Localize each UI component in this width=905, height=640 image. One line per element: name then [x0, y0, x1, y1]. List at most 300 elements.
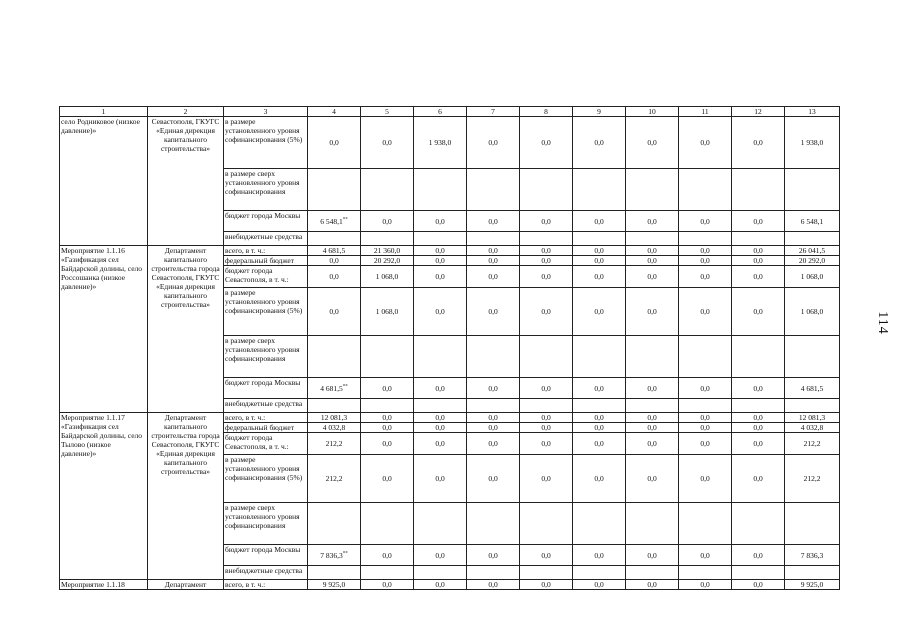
value-cell: [308, 256, 361, 266]
value-cell: [626, 423, 679, 433]
value-cell: [626, 433, 679, 455]
value-cell: [626, 545, 679, 566]
measure-name-cell: Мероприятие 1.1.16 «Газификация сел Байдарской долины, село Россошанка (низкое давление)»: [60, 246, 148, 413]
value-cell: [361, 336, 414, 378]
value-cell: [679, 246, 732, 256]
value-cell: [361, 566, 414, 580]
value-cell: [361, 433, 414, 455]
value-text: 0,0: [488, 423, 498, 432]
value-cell: [785, 455, 840, 503]
value-text: 0,0: [488, 439, 498, 448]
value-cell: [361, 246, 414, 256]
value-cell: [626, 256, 679, 266]
value-text: 0,0: [594, 383, 604, 393]
value-cell: [626, 580, 679, 590]
value-text: 4 032,8: [800, 423, 824, 432]
value-cell: [361, 232, 414, 246]
footnote-mark: **: [342, 384, 348, 389]
value-text: 0,0: [488, 474, 498, 483]
measure-name-cell: Мероприятие 1.1.17 «Газификация сел Байдарской долины, село Тылово (низкое давление)»: [60, 413, 148, 580]
value-cell: [414, 336, 467, 378]
value-cell: [414, 211, 467, 232]
value-text: 4 681,5: [800, 383, 824, 393]
value-cell: [679, 232, 732, 246]
value-text: 1 068,0: [800, 307, 824, 316]
value-cell: [308, 455, 361, 503]
value-cell: [732, 399, 785, 413]
value-text: 0,0: [488, 383, 498, 393]
value-cell: [414, 566, 467, 580]
value-text: 0,0: [753, 272, 763, 281]
value-cell: [785, 378, 840, 399]
value-text: 0,0: [435, 256, 445, 265]
value-text: 0,0: [435, 272, 445, 281]
value-text: 0,0: [700, 423, 710, 432]
source-label-cell: федеральный бюджет: [224, 423, 308, 433]
value-text: 6 548,1: [800, 216, 824, 226]
value-cell: [626, 169, 679, 211]
header-row: [60, 107, 840, 117]
value-cell: [626, 246, 679, 256]
value-text: 6 548,1: [320, 216, 343, 226]
value-cell: [679, 580, 732, 590]
value-cell: [732, 580, 785, 590]
value-cell: [414, 545, 467, 566]
value-cell: [467, 413, 520, 423]
header-cell: 11: [679, 107, 732, 117]
value-cell: [626, 288, 679, 336]
value-cell: [732, 455, 785, 503]
value-cell: [361, 169, 414, 211]
value-cell: [785, 423, 840, 433]
table-row: [60, 413, 840, 423]
value-cell: [732, 545, 785, 566]
value-text: 0,0: [753, 256, 763, 265]
value-cell: [785, 336, 840, 378]
value-text: 0,0: [700, 550, 710, 560]
value-cell: [785, 433, 840, 455]
source-label-cell: в размере установленного уровня софинансирования (5%): [224, 288, 308, 336]
value-text: 0,0: [647, 256, 657, 265]
source-label-cell: внебюджетные средства: [224, 399, 308, 413]
value-cell: [308, 211, 361, 232]
value-text: 0,0: [329, 256, 339, 265]
value-cell: [785, 545, 840, 566]
value-cell: [573, 566, 626, 580]
value-cell: [626, 211, 679, 232]
value-cell: [520, 117, 573, 169]
value-cell: [414, 232, 467, 246]
executor-cell: Департамент капитального строительства города Севастополя, ГКУГС «Единая дирекция капитального строительства»: [148, 246, 224, 413]
value-cell: [732, 433, 785, 455]
source-label-cell: всего, в т. ч.:: [224, 413, 308, 423]
value-text: 0,0: [488, 216, 498, 226]
value-text: 0,0: [647, 246, 657, 255]
value-text: 0,0: [435, 413, 445, 422]
value-cell: [626, 378, 679, 399]
value-cell: [785, 566, 840, 580]
value-cell: [520, 246, 573, 256]
value-text: 0,0: [594, 307, 604, 316]
value-text: 12 081,3: [320, 413, 348, 422]
value-text: 0,0: [753, 138, 763, 147]
value-cell: [573, 256, 626, 266]
value-cell: [732, 423, 785, 433]
value-cell: [308, 169, 361, 211]
value-text: 12 081,3: [798, 413, 826, 422]
value-cell: [467, 288, 520, 336]
value-cell: [414, 503, 467, 545]
value-text: 4 681,5: [320, 383, 343, 393]
value-cell: [308, 399, 361, 413]
value-cell: [308, 266, 361, 288]
value-text: 0,0: [541, 439, 551, 448]
value-text: 0,0: [594, 474, 604, 483]
value-cell: [679, 455, 732, 503]
value-cell: [520, 266, 573, 288]
value-cell: [679, 399, 732, 413]
value-text: 0,0: [488, 272, 498, 281]
value-cell: [308, 117, 361, 169]
value-text: 0,0: [753, 474, 763, 483]
value-cell: [414, 288, 467, 336]
value-cell: [361, 580, 414, 590]
value-cell: [785, 117, 840, 169]
value-text: 1 938,0: [428, 138, 452, 147]
value-text: 0,0: [753, 246, 763, 255]
value-text: 0,0: [700, 307, 710, 316]
value-cell: [414, 117, 467, 169]
value-text: 0,0: [594, 439, 604, 448]
value-cell: [732, 503, 785, 545]
header-cell: 8: [520, 107, 573, 117]
source-label-cell: бюджет города Москвы: [224, 211, 308, 232]
value-text: 1 068,0: [800, 272, 824, 281]
source-label-cell: в размере сверх установленного уровня софинансирования: [224, 503, 308, 545]
source-label-cell: в размере сверх установленного уровня софинансирования: [224, 169, 308, 211]
value-cell: [520, 545, 573, 566]
value-cell: [785, 246, 840, 256]
value-text: 0,0: [435, 216, 445, 226]
value-cell: [679, 378, 732, 399]
value-cell: [308, 232, 361, 246]
value-text: 0,0: [700, 256, 710, 265]
value-text: 0,0: [488, 580, 498, 589]
value-cell: [361, 413, 414, 423]
value-cell: [732, 246, 785, 256]
value-cell: [626, 399, 679, 413]
value-cell: [679, 503, 732, 545]
value-cell: [308, 566, 361, 580]
value-cell: [467, 266, 520, 288]
value-cell: [679, 566, 732, 580]
value-text: 9 925,0: [800, 580, 824, 589]
value-cell: [414, 455, 467, 503]
source-label-cell: в размере установленного уровня софинансирования (5%): [224, 117, 308, 169]
value-cell: [679, 288, 732, 336]
value-cell: [308, 580, 361, 590]
source-label-cell: всего, в т. ч.:: [224, 580, 308, 590]
value-text: 0,0: [488, 256, 498, 265]
value-cell: [573, 423, 626, 433]
value-cell: [785, 211, 840, 232]
value-text: 0,0: [594, 138, 604, 147]
value-text: 0,0: [382, 413, 392, 422]
value-cell: [520, 455, 573, 503]
value-cell: [308, 288, 361, 336]
value-text: 0,0: [753, 413, 763, 422]
value-cell: [520, 503, 573, 545]
value-text: 0,0: [647, 550, 657, 560]
value-cell: [573, 211, 626, 232]
value-text: 0,0: [382, 439, 392, 448]
value-text: 21 360,0: [373, 246, 401, 255]
value-text: 0,0: [753, 550, 763, 560]
value-text: 0,0: [382, 550, 392, 560]
value-cell: [679, 117, 732, 169]
value-cell: [308, 503, 361, 545]
value-text: 0,0: [382, 216, 392, 226]
header-cell: 7: [467, 107, 520, 117]
value-cell: [626, 336, 679, 378]
header-cell: 4: [308, 107, 361, 117]
value-text: 0,0: [700, 413, 710, 422]
table-row: [60, 117, 840, 169]
value-cell: [467, 580, 520, 590]
value-text: 0,0: [594, 256, 604, 265]
value-text: 0,0: [435, 246, 445, 255]
value-text: 0,0: [594, 413, 604, 422]
value-text: 0,0: [329, 272, 339, 281]
value-cell: [573, 232, 626, 246]
value-cell: [626, 455, 679, 503]
value-text: 0,0: [753, 216, 763, 226]
value-cell: [308, 378, 361, 399]
measure-name-cell: село Родниковое (низкое давление)»: [60, 117, 148, 246]
value-text: 20 292,0: [798, 256, 826, 265]
value-cell: [414, 266, 467, 288]
value-cell: [679, 545, 732, 566]
value-text: 0,0: [435, 550, 445, 560]
value-text: 0,0: [541, 246, 551, 255]
value-cell: [573, 503, 626, 545]
value-cell: [573, 455, 626, 503]
value-cell: [361, 503, 414, 545]
value-text: 7 836,3: [320, 550, 343, 560]
value-cell: [520, 423, 573, 433]
footnote-mark: **: [342, 217, 348, 222]
value-cell: [414, 378, 467, 399]
value-text: 0,0: [541, 307, 551, 316]
value-cell: [573, 378, 626, 399]
value-text: 0,0: [647, 439, 657, 448]
value-text: 0,0: [329, 307, 339, 316]
value-cell: [467, 232, 520, 246]
executor-cell: Севастополя, ГКУГС «Единая дирекция капитального строительства»: [148, 117, 224, 246]
value-cell: [520, 580, 573, 590]
value-cell: [467, 169, 520, 211]
value-cell: [467, 433, 520, 455]
value-cell: [573, 169, 626, 211]
value-cell: [361, 211, 414, 232]
value-cell: [626, 566, 679, 580]
source-label-cell: бюджет города Москвы: [224, 378, 308, 399]
value-cell: [679, 423, 732, 433]
value-text: 0,0: [435, 383, 445, 393]
value-text: 0,0: [488, 138, 498, 147]
value-cell: [573, 117, 626, 169]
value-cell: [520, 433, 573, 455]
value-cell: [308, 413, 361, 423]
header-cell: 2: [148, 107, 224, 117]
value-cell: [626, 503, 679, 545]
value-text: 0,0: [488, 550, 498, 560]
value-cell: [573, 336, 626, 378]
value-cell: [308, 246, 361, 256]
value-cell: [520, 288, 573, 336]
value-text: 0,0: [700, 246, 710, 255]
value-cell: [361, 545, 414, 566]
value-text: 0,0: [541, 423, 551, 432]
value-cell: [573, 399, 626, 413]
value-text: 0,0: [700, 439, 710, 448]
source-label-cell: внебюджетные средства: [224, 232, 308, 246]
value-text: 0,0: [435, 474, 445, 483]
value-cell: [732, 288, 785, 336]
value-cell: [573, 288, 626, 336]
source-label-cell: бюджет города Севастополя, в т. ч.:: [224, 266, 308, 288]
value-text: 1 938,0: [800, 138, 824, 147]
source-label-cell: внебюджетные средства: [224, 566, 308, 580]
value-text: 0,0: [753, 423, 763, 432]
value-cell: [414, 423, 467, 433]
value-text: 0,0: [700, 474, 710, 483]
value-cell: [520, 378, 573, 399]
value-text: 0,0: [488, 307, 498, 316]
value-cell: [308, 545, 361, 566]
value-text: 0,0: [541, 216, 551, 226]
value-text: 0,0: [753, 307, 763, 316]
value-cell: [732, 336, 785, 378]
value-cell: [732, 117, 785, 169]
value-cell: [414, 256, 467, 266]
value-text: 1 068,0: [375, 272, 399, 281]
table-row: [60, 246, 840, 256]
value-text: 0,0: [488, 246, 498, 255]
value-cell: [467, 455, 520, 503]
value-cell: [361, 256, 414, 266]
value-cell: [308, 336, 361, 378]
value-cell: [573, 433, 626, 455]
value-text: 0,0: [594, 272, 604, 281]
value-text: 0,0: [382, 138, 392, 147]
budget-table: [59, 106, 840, 590]
header-cell: 10: [626, 107, 679, 117]
source-label-cell: в размере установленного уровня софинансирования (5%): [224, 455, 308, 503]
value-text: 0,0: [647, 383, 657, 393]
value-cell: [467, 256, 520, 266]
value-text: 0,0: [700, 580, 710, 589]
value-text: 0,0: [594, 216, 604, 226]
value-cell: [732, 211, 785, 232]
value-text: 0,0: [541, 272, 551, 281]
value-cell: [467, 503, 520, 545]
value-cell: [785, 232, 840, 246]
value-cell: [414, 413, 467, 423]
value-text: 0,0: [382, 474, 392, 483]
header-cell: 13: [785, 107, 840, 117]
value-cell: [467, 566, 520, 580]
value-cell: [626, 232, 679, 246]
value-text: 0,0: [647, 272, 657, 281]
value-cell: [467, 399, 520, 413]
value-cell: [361, 266, 414, 288]
value-text: 0,0: [594, 550, 604, 560]
value-cell: [732, 413, 785, 423]
executor-cell: Департамент капитального строительства города Севастополя, ГКУГС «Единая дирекция капитального строительства»: [148, 413, 224, 580]
value-cell: [679, 169, 732, 211]
value-text: 9 925,0: [322, 580, 346, 589]
value-cell: [361, 378, 414, 399]
value-cell: [520, 399, 573, 413]
value-cell: [520, 566, 573, 580]
value-text: 0,0: [541, 383, 551, 393]
value-cell: [785, 288, 840, 336]
value-text: 0,0: [382, 383, 392, 393]
value-text: 0,0: [753, 383, 763, 393]
value-text: 0,0: [329, 138, 339, 147]
value-text: 0,0: [488, 413, 498, 422]
value-cell: [626, 413, 679, 423]
value-cell: [785, 503, 840, 545]
value-text: 0,0: [541, 580, 551, 589]
value-text: 0,0: [594, 423, 604, 432]
value-cell: [732, 256, 785, 266]
value-cell: [467, 246, 520, 256]
value-cell: [679, 211, 732, 232]
value-text: 0,0: [647, 474, 657, 483]
table-body: [60, 107, 840, 590]
value-text: 0,0: [700, 138, 710, 147]
value-cell: [520, 256, 573, 266]
value-text: 212,2: [325, 474, 343, 483]
value-cell: [573, 545, 626, 566]
value-text: 1 068,0: [375, 307, 399, 316]
footnote-mark: **: [342, 551, 348, 556]
value-cell: [467, 545, 520, 566]
value-text: 0,0: [382, 580, 392, 589]
value-text: 7 836,3: [800, 550, 824, 560]
value-cell: [626, 117, 679, 169]
value-cell: [679, 433, 732, 455]
value-text: 212,2: [803, 474, 821, 483]
value-text: 4 032,8: [322, 423, 346, 432]
source-label-cell: в размере сверх установленного уровня софинансирования: [224, 336, 308, 378]
value-text: 0,0: [541, 474, 551, 483]
value-cell: [308, 423, 361, 433]
value-text: 0,0: [541, 138, 551, 147]
value-cell: [414, 433, 467, 455]
value-cell: [467, 423, 520, 433]
value-cell: [467, 117, 520, 169]
value-text: 0,0: [382, 423, 392, 432]
value-text: 0,0: [753, 580, 763, 589]
value-text: 0,0: [647, 413, 657, 422]
value-cell: [785, 399, 840, 413]
source-label-cell: федеральный бюджет: [224, 256, 308, 266]
value-text: 0,0: [647, 138, 657, 147]
value-cell: [414, 399, 467, 413]
